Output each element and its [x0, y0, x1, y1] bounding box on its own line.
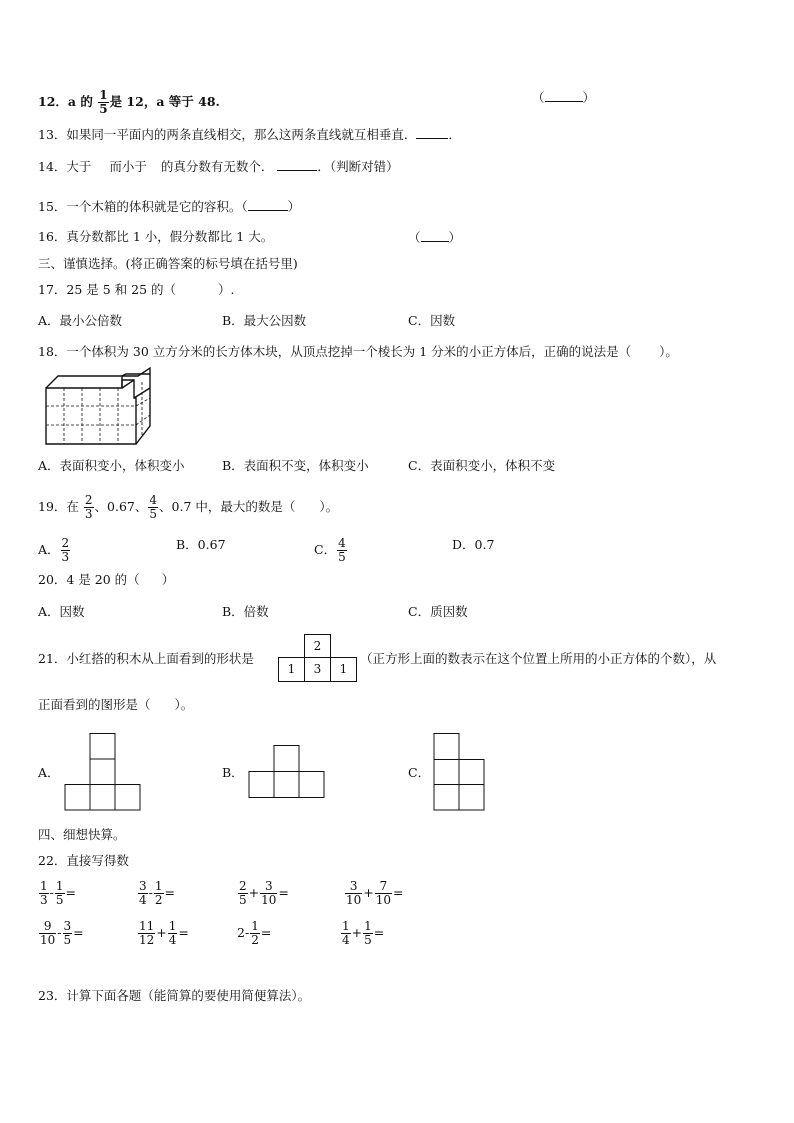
q21-figure-a: [64, 733, 142, 811]
question-20: 20．4 是 20 的（ ）: [38, 572, 175, 587]
q13-answer-blank[interactable]: [416, 126, 448, 139]
question-21-cont: （正方形上面的数表示在这个位置上所用的小正方体的个数），从: [360, 651, 717, 666]
top-view-cell: 1: [330, 657, 357, 682]
question-21-line2: 正面看到的图形是（ ）。: [38, 697, 194, 712]
q19-option-d[interactable]: D．0.7: [452, 537, 495, 552]
q12-answer[interactable]: （ ）: [532, 90, 596, 105]
q21-figure-c: [433, 733, 487, 811]
q12-number: 12．: [38, 94, 68, 109]
section-3-title: 三、谨慎选择。(将正确答案的标号填在括号里): [38, 256, 298, 271]
question-21: 21．小红搭的积木从上面看到的形状是: [38, 651, 254, 666]
q19-option-c[interactable]: C． $\frac{4}{5}$: [314, 536, 346, 564]
q22-expr: $\frac{2}{5}$ + $\frac{3}{10}$ =: [239, 879, 289, 907]
q18-option-a[interactable]: A．表面积变小，体积变小: [38, 458, 185, 473]
question-16: 16．真分数都比 1 小，假分数都比 1 大。: [38, 229, 274, 244]
q18-option-b[interactable]: B．表面积不变，体积变小: [222, 458, 369, 473]
question-14: 14．大于 而小于 的真分数有无数个． ．（判断对错）: [38, 159, 399, 174]
q17-option-a[interactable]: A．最小公倍数: [38, 313, 123, 328]
q20-option-b[interactable]: B．倍数: [222, 604, 269, 619]
top-view-cell: 1: [278, 657, 305, 682]
q20-option-a[interactable]: A．因数: [38, 604, 85, 619]
top-view-cell: 3: [304, 657, 331, 682]
q12-fraction: $\frac{1}{5}$: [99, 88, 108, 116]
q18-option-c[interactable]: C．表面积变小，体积不变: [408, 458, 556, 473]
q21-option-b[interactable]: B．: [222, 765, 244, 780]
q21-option-c[interactable]: C．: [408, 765, 431, 780]
top-view-cell: 2: [304, 634, 331, 658]
question-19: 19．在 $\frac{2}{3}$ 、0.67、 $\frac{4}{5}$ 、0.7 中，最大的数是（ ）。: [38, 493, 339, 521]
q20-option-c[interactable]: C．质因数: [408, 604, 468, 619]
question-13: 13．如果同一平面内的两条直线相交，那么这两条直线就互相垂直． ．: [38, 127, 461, 142]
q15-answer-blank[interactable]: [248, 198, 288, 211]
q17-option-c[interactable]: C．因数: [408, 313, 456, 328]
q22-expr: $\frac{11}{12}$ + $\frac{1}{4}$ =: [139, 919, 189, 947]
q22-expr: $\frac{9}{10}$ - $\frac{3}{5}$ =: [40, 919, 84, 947]
section-4-title: 四、细想快算。: [38, 827, 126, 842]
question-23: 23．计算下面各题（能简算的要使用简便算法）。: [38, 988, 311, 1003]
q17-option-b[interactable]: B．最大公因数: [222, 313, 307, 328]
top-view-grid: [278, 634, 358, 686]
q22-expr: $\frac{1}{3}$ - $\frac{1}{5}$ =: [40, 879, 76, 907]
question-15: 15．一个木箱的体积就是它的容积。（ ）: [38, 199, 301, 214]
question-12: [38, 89, 220, 116]
q19-option-a[interactable]: A． $\frac{2}{3}$: [38, 536, 70, 564]
q21-figure-b: [248, 745, 326, 799]
q22-expr: 2- $\frac{1}{2}$ =: [237, 919, 272, 947]
question-22-title: 22．直接写得数: [38, 853, 129, 868]
q16-answer[interactable]: （ ）: [408, 230, 462, 245]
cuboid-notch-figure: [42, 368, 162, 450]
q14-answer-blank[interactable]: [277, 158, 317, 171]
question-18: 18．一个体积为 30 立方分米的长方体木块，从顶点挖掉一个棱长为 1 分米的小正方体后，正确的说法是（ ）。: [38, 344, 678, 359]
question-17: 17．25 是 5 和 25 的（ ）.: [38, 282, 235, 297]
q12-post: 是 12，a 等于 48.: [109, 94, 220, 109]
q21-option-a[interactable]: A．: [38, 765, 60, 780]
q19-option-b[interactable]: B．0.67: [176, 537, 226, 552]
q22-expr: $\frac{3}{10}$ + $\frac{7}{10}$ =: [346, 879, 404, 907]
q12-pre: a 的: [67, 94, 93, 109]
q22-expr: $\frac{1}{4}$ + $\frac{1}{5}$ =: [342, 919, 385, 947]
q22-expr: $\frac{3}{4}$ - $\frac{1}{2}$ =: [139, 879, 175, 907]
